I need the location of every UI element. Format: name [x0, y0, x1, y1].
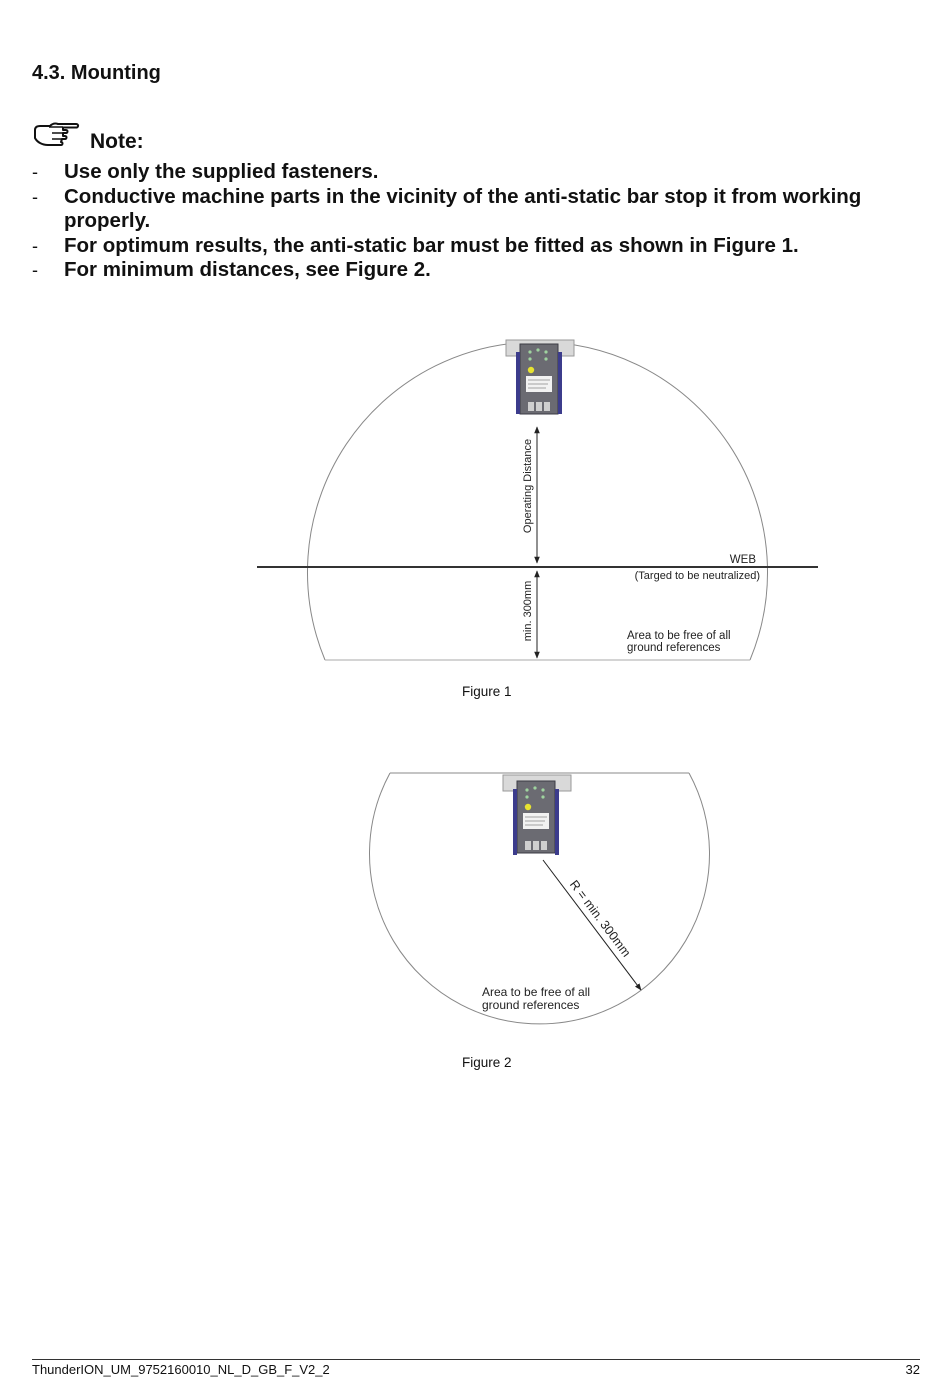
footer-page-number: 32 [905, 1362, 920, 1377]
area-label-line-1: Area to be free of all [627, 630, 731, 642]
min-distance-label: min. 300mm [522, 580, 534, 642]
section-heading: 4.3. Mounting [32, 62, 161, 84]
anti-static-bar-device [503, 775, 571, 855]
figure-1-diagram [250, 330, 830, 670]
operating-distance-label: Operating Distance [522, 438, 534, 534]
list-item: - Use only the supplied fasteners. [32, 160, 379, 183]
radius-label: R = min. 300mm [566, 877, 634, 960]
note-list [32, 160, 912, 283]
figure-1-caption: Figure 1 [462, 684, 512, 699]
area-label-line-2: ground references [627, 642, 721, 654]
list-item-text: For minimum distances, see Figure 2. [64, 258, 431, 281]
list-item: - For minimum distances, see Figure 2. [32, 258, 431, 281]
footer-divider [32, 1359, 920, 1360]
area-label-line-1: Area to be free of all [482, 985, 591, 999]
pointing-hand-icon [32, 118, 80, 150]
figure-2-diagram [360, 765, 720, 1035]
list-item-text: For optimum results, the anti-static bar must be fitted as shown in Figure 1. [64, 233, 799, 257]
web-label: WEB [729, 554, 756, 566]
list-item: - For optimum results, the anti-static bar must be fitted as shown in Figure 1. [32, 233, 799, 257]
area-label-line-2: ground references [482, 998, 580, 1012]
web-sublabel: (Targed to be neutralized) [634, 570, 760, 582]
figure-2-caption: Figure 2 [462, 1055, 512, 1070]
note-label: Note: [90, 130, 144, 153]
list-item: - Conductive machine parts in the vicinity of the anti-static bar stop it from working properly. [32, 184, 862, 232]
radius-arrow [543, 860, 641, 990]
list-item-text: Use only the supplied fasteners. [64, 160, 379, 183]
anti-static-bar-device [506, 340, 574, 414]
list-item-text: Conductive machine parts in the vicinity of the anti-static bar stop it from working properly. [64, 184, 862, 232]
footer-document-id: ThunderION_UM_9752160010_NL_D_GB_F_V2_2 [32, 1362, 330, 1377]
